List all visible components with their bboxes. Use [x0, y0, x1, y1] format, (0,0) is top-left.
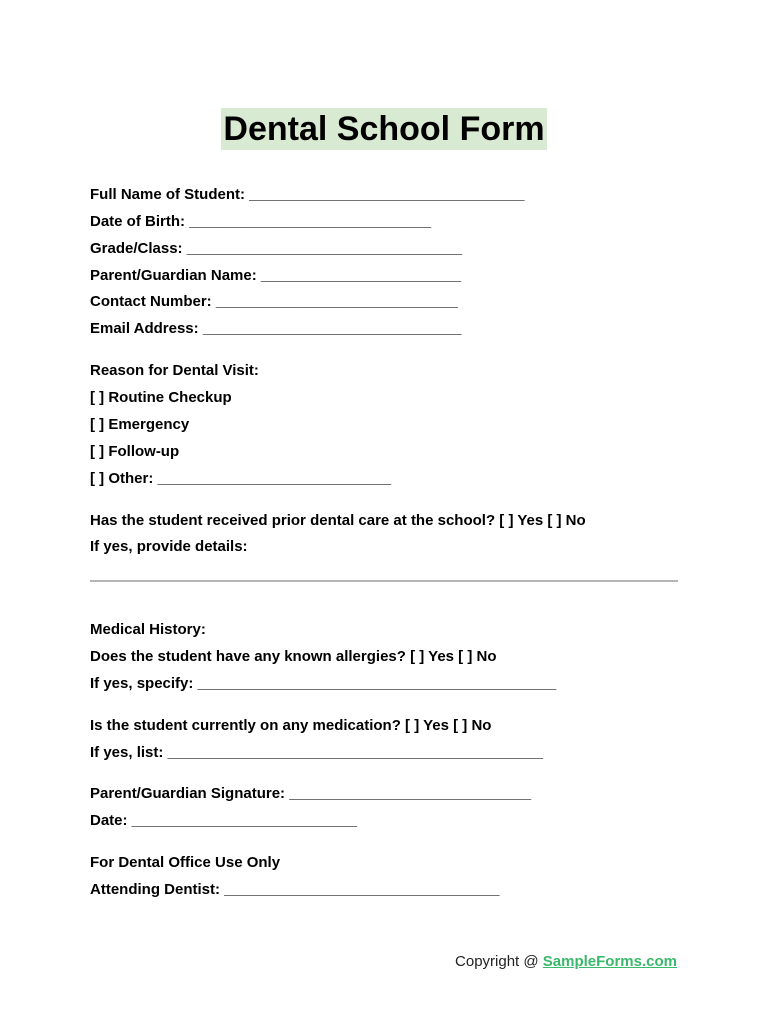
field-date-of-birth[interactable]: Date of Birth: _____________________________ [90, 213, 432, 230]
copyright-footer [455, 953, 677, 971]
field-grade-class[interactable]: Grade/Class: _________________________________ [90, 240, 463, 257]
prior-care-question[interactable]: Has the student received prior dental care at the school? [ ] Yes [ ] No [90, 512, 586, 529]
checkbox-routine-checkup[interactable]: [ ] Routine Checkup [90, 389, 232, 406]
checkbox-other[interactable]: [ ] Other: ____________________________ [90, 470, 392, 487]
field-parent-name[interactable]: Parent/Guardian Name: ________________________ [90, 267, 462, 284]
field-contact-number[interactable]: Contact Number: _____________________________ [90, 293, 458, 310]
sampleforms-link[interactable]: SampleForms.com [542, 953, 677, 970]
medical-history-heading: Medical History: [90, 621, 206, 638]
title-wrap [0, 108, 768, 150]
allergies-question[interactable]: Does the student have any known allergies? [ ] Yes [ ] No [90, 648, 497, 665]
field-allergies-specify[interactable]: If yes, specify: ___________________________________________ [90, 675, 557, 692]
office-use-heading: For Dental Office Use Only [90, 854, 281, 871]
checkbox-follow-up[interactable]: [ ] Follow-up [90, 443, 180, 460]
details-divider [90, 580, 678, 582]
field-full-name[interactable]: Full Name of Student: _________________________________ [90, 186, 525, 203]
prior-care-details-label: If yes, provide details: [90, 538, 248, 555]
field-date[interactable]: Date: ___________________________ [90, 812, 357, 829]
field-medication-list[interactable]: If yes, list: _____________________________________________ [90, 744, 543, 761]
copyright-prefix: Copyright @ [455, 953, 543, 970]
checkbox-emergency[interactable]: [ ] Emergency [90, 416, 190, 433]
page-title: Dental School Form [223, 110, 545, 148]
medication-question[interactable]: Is the student currently on any medication? [ ] Yes [ ] No [90, 717, 492, 734]
field-email-address[interactable]: Email Address: _______________________________ [90, 320, 462, 337]
field-parent-signature[interactable]: Parent/Guardian Signature: _____________________________ [90, 785, 532, 802]
reason-heading: Reason for Dental Visit: [90, 362, 259, 379]
field-attending-dentist[interactable]: Attending Dentist: _________________________________ [90, 881, 500, 898]
